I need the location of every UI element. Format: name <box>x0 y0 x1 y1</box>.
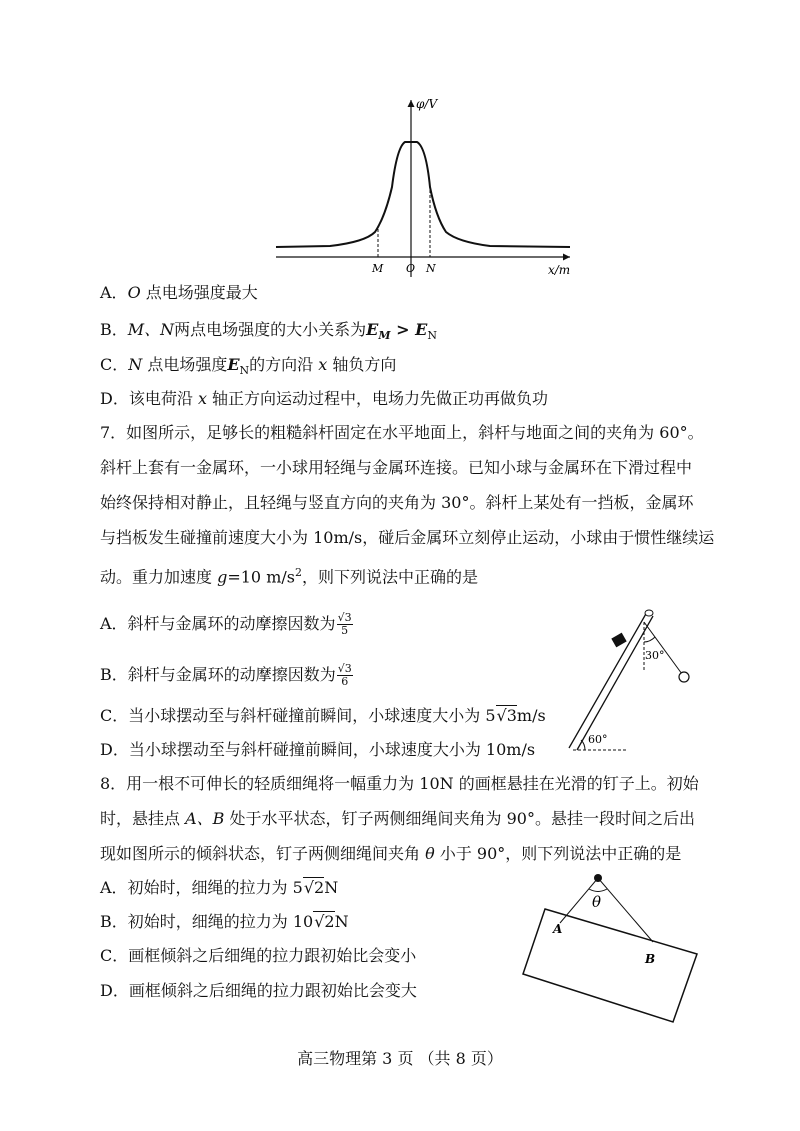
q6-option-c: C．N 点电场强度$E_N$的方向沿 x 轴负方向 <box>100 355 397 378</box>
point-m-label: M <box>372 262 384 275</box>
q7-option-a: A．斜杆与金属环的动摩擦因数为 $\frac{√3}{5}$ <box>100 611 352 637</box>
x-axis-label: x/m <box>548 263 571 277</box>
fraction: $\frac{√3}{6}$ <box>337 662 352 688</box>
q8-option-b: B．初始时，细绳的拉力为 10√2N <box>100 912 349 931</box>
point-n-label: N <box>426 262 436 275</box>
q7-option-c: C．当小球摆动至与斜杆碰撞前瞬间，小球速度大小为 5√3m/s <box>100 706 546 725</box>
ball <box>679 672 689 682</box>
frame <box>523 909 697 1022</box>
angle-60-label: 60° <box>588 733 608 746</box>
rope-line <box>644 622 682 674</box>
q8-option-c: C．画框倾斜之后细绳的拉力跟初始比会变小 <box>100 946 417 965</box>
point-o-label: O <box>406 262 416 275</box>
angle-arc-30 <box>644 637 655 642</box>
point-b-label: B <box>645 952 656 966</box>
potential-curve <box>276 142 570 247</box>
q6-option-b: B．M、N两点电场强度的大小关系为$E_M > E_N$ <box>100 320 437 343</box>
potential-graph <box>270 92 600 282</box>
theta-label: θ <box>592 893 602 911</box>
q7-option-b: B．斜杆与金属环的动摩擦因数为 $\frac{√3}{6}$ <box>100 662 352 688</box>
point-a-label: A <box>553 922 563 936</box>
q7-option-d: D．当小球摆动至与斜杆碰撞前瞬间，小球速度大小为 10m/s <box>100 740 536 759</box>
inclined-rod-figure <box>555 602 715 757</box>
rod-top-ring <box>645 610 653 616</box>
q8-option-d: D．画框倾斜之后细绳的拉力跟初始比会变大 <box>100 981 417 1000</box>
angle-30-label: 30° <box>645 649 665 662</box>
q8-stem: 8．用一根不可伸长的轻质细绳将一幅重力为 10N 的画框悬挂在光滑的钉子上。初始 时，悬挂点 A、B 处于水平状态，钉子两侧细绳间夹角为 90°。悬挂一段时间之后出 现如图所示的倾斜状态，钉子两侧细绳间夹角 θ 小于 90°，则下列说法中正确的是 <box>100 774 699 863</box>
metal-ring <box>611 633 626 648</box>
y-axis-label: φ/V <box>416 97 438 111</box>
picture-frame-figure <box>515 866 705 1031</box>
q6-option-d: D．该电荷沿 x 轴正方向运动过程中，电场力先做正功再做负功 <box>100 389 549 408</box>
fraction: $\frac{√3}{5}$ <box>337 611 352 637</box>
page-footer: 高三物理第 3 页 （共 8 页） <box>297 1049 503 1068</box>
rod-edge-1 <box>569 612 647 748</box>
theta-arc <box>589 889 607 892</box>
q6-option-a: A．O 点电场强度最大 <box>100 283 258 302</box>
q8-option-a: A．初始时，细绳的拉力为 5√2N <box>100 878 339 897</box>
rod-edge-2 <box>577 616 653 750</box>
q7-stem: 7．如图所示，足够长的粗糙斜杆固定在水平地面上，斜杆与地面之间的夹角为 60°。 斜杆上套有一金属环，一小球用轻绳与金属环连接。已知小球与金属环在下滑过程中 始终保持相对静止，且轻绳与竖直方向的夹角为 30°。斜杆上某处有一挡板，金属环 与挡板发生碰撞前速度大小为 10m/s，碰后金属环立刻停止运动，小球由于惯性继续运 动。重力加速度 g=10 $m/s^2$，则下列说法中正确的是 <box>100 423 715 587</box>
